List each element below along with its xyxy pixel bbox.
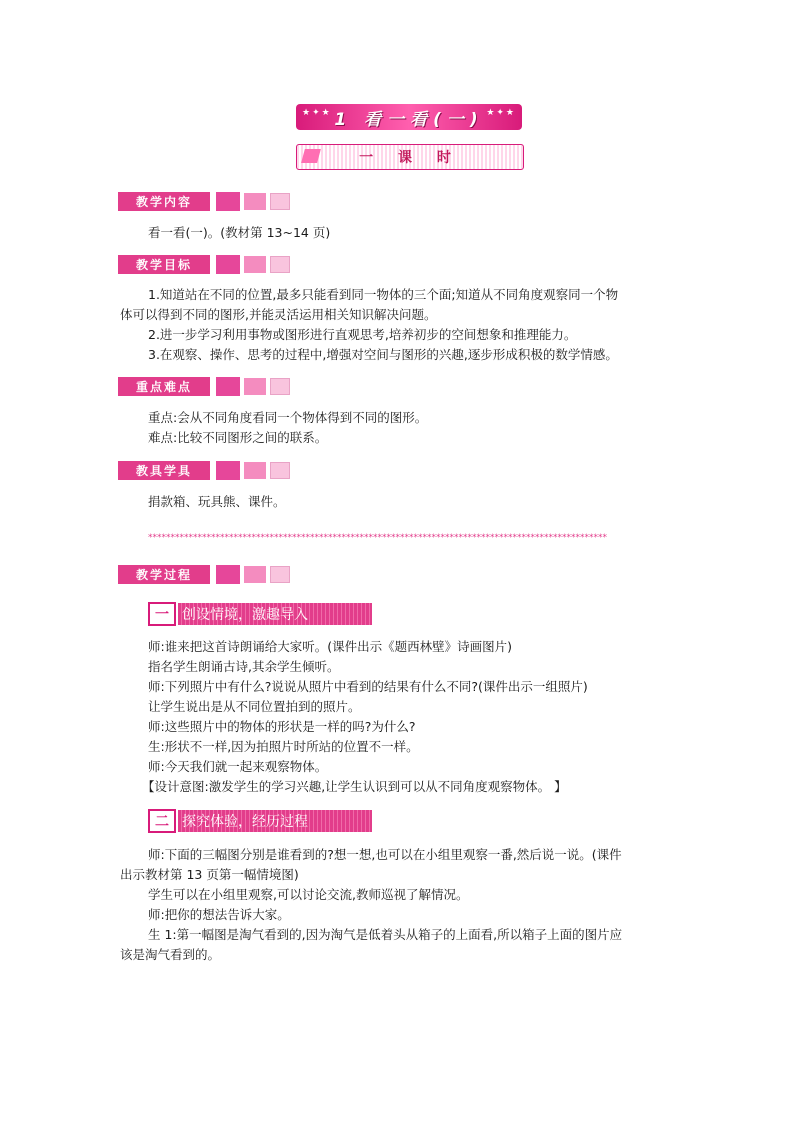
text-line: 师:这些照片中的物体的形状是一样的吗?为什么? <box>148 719 416 734</box>
lesson-title-banner <box>296 104 522 130</box>
keypoints-block <box>148 408 427 448</box>
tools-text: 捐款箱、玩具熊、课件。 <box>148 494 286 509</box>
decor-block <box>244 193 266 210</box>
content-text: 看一看(一)。(教材第 13~14 页) <box>148 225 331 240</box>
text-line: 指名学生朗诵古诗,其余学生倾听。 <box>148 659 340 674</box>
text-line: 师:今天我们就一起来观察物体。 <box>148 759 328 774</box>
step-number: 一 <box>148 602 176 626</box>
flag-icon <box>301 149 321 163</box>
step-number: 二 <box>148 809 176 833</box>
star-decoration-icon: ★✦★ <box>486 108 516 118</box>
text-line: 学生可以在小组里观察,可以讨论交流,教师巡视了解情况。 <box>148 887 469 902</box>
section-header-process <box>118 565 290 584</box>
decor-block <box>270 378 290 395</box>
star-divider: ****************************************************************************************************** <box>148 533 607 543</box>
decor-block <box>244 462 266 479</box>
text-line: 师:下面的三幅图分别是谁看到的?想一想,也可以在小组里观察一番,然后说一说。(课件 <box>148 847 622 862</box>
section-header-content <box>118 192 290 211</box>
step-1-body <box>142 637 588 797</box>
step-title: 创设情境，激趣导入 <box>178 603 372 625</box>
decor-block <box>270 256 290 273</box>
section-label: 教学目标 <box>118 255 210 274</box>
section-label: 重点难点 <box>118 377 210 396</box>
goals-block <box>120 285 618 365</box>
section-label: 教学内容 <box>118 192 210 211</box>
decor-block <box>270 193 290 210</box>
goal-line: 2.进一步学习利用事物或图形进行直观思考,培养初步的空间想象和推理能力。 <box>148 327 577 342</box>
section-label: 教具学具 <box>118 461 210 480</box>
step-2-body <box>120 845 622 965</box>
design-intent-line: 【设计意图:激发学生的学习兴趣,让学生认识到可以从不同角度观察物体。 】 <box>142 779 567 794</box>
text-line: 生:形状不一样,因为拍照片时所站的位置不一样。 <box>148 739 419 754</box>
decor-block <box>244 378 266 395</box>
step-header-2 <box>148 810 372 832</box>
star-decoration-icon: ★✦★ <box>302 108 332 118</box>
decor-block <box>244 256 266 273</box>
lesson-title: 1 看一看(一) <box>334 109 484 130</box>
text-line: 该是淘气看到的。 <box>120 947 221 962</box>
decor-block <box>244 566 266 583</box>
lesson-subtitle-banner <box>296 144 524 170</box>
text-line: 师:谁来把这首诗朗诵给大家听。(课件出示《题西林壁》诗画图片) <box>148 639 512 654</box>
goal-line: 1.知道站在不同的位置,最多只能看到同一物体的三个面;知道从不同角度观察同一个物 <box>148 287 619 302</box>
keypoint-line: 重点:会从不同角度看同一个物体得到不同的图形。 <box>148 410 428 425</box>
text-line: 让学生说出是从不同位置拍到的照片。 <box>148 699 361 714</box>
text-line: 师:下列照片中有什么?说说从照片中看到的结果有什么不同?(课件出示一组照片) <box>148 679 588 694</box>
decor-block <box>270 462 290 479</box>
section-label: 教学过程 <box>118 565 210 584</box>
text-line: 生 1:第一幅图是淘气看到的,因为淘气是低着头从箱子的上面看,所以箱子上面的图片应 <box>148 927 623 942</box>
section-header-keypoints <box>118 377 290 396</box>
text-line: 出示教材第 13 页第一幅情境图) <box>120 867 299 882</box>
decor-block <box>216 461 240 480</box>
goal-line: 体可以得到不同的图形,并能灵活运用相关知识解决问题。 <box>120 307 437 322</box>
decor-block <box>216 565 240 584</box>
lesson-subtitle: 一 课 时 <box>359 150 461 166</box>
text-line: 师:把你的想法告诉大家。 <box>148 907 290 922</box>
decor-block <box>216 192 240 211</box>
decor-block <box>216 255 240 274</box>
section-header-goals <box>118 255 290 274</box>
step-title: 探究体验，经历过程 <box>178 810 372 832</box>
decor-block <box>270 566 290 583</box>
keypoint-line: 难点:比较不同图形之间的联系。 <box>148 430 328 445</box>
decor-block <box>216 377 240 396</box>
section-header-tools <box>118 461 290 480</box>
goal-line: 3.在观察、操作、思考的过程中,增强对空间与图形的兴趣,逐步形成积极的数学情感。 <box>148 347 618 362</box>
step-header-1 <box>148 603 372 625</box>
